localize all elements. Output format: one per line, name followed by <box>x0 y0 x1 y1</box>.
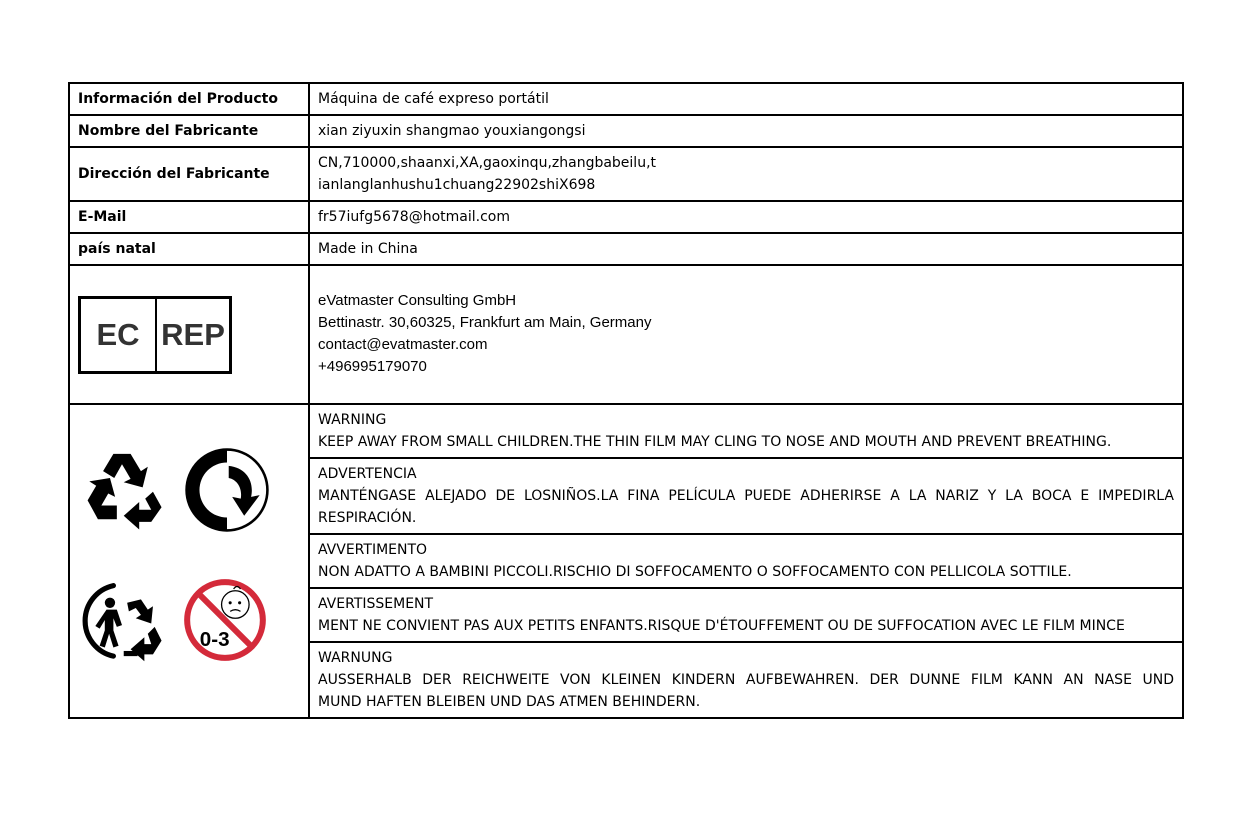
warning-es-body-line1: MANTÉNGASE ALEJADO DE LOSNIÑOS.LA FINA PELÍCULA PUEDE ADHERIRSE A LA NARIZ Y LA BOCA E IMPEDIRLA <box>318 488 1174 504</box>
country-value: Made in China <box>309 233 1183 265</box>
table-row <box>69 233 1183 265</box>
recycle-icon <box>78 447 166 533</box>
warning-en-body: KEEP AWAY FROM SMALL CHILDREN.THE THIN FILM MAY CLING TO NOSE AND MOUTH AND PREVENT BREATHING. <box>318 434 1112 450</box>
table-row <box>69 147 1183 201</box>
table-row <box>69 115 1183 147</box>
ec-rep-left: EC <box>81 299 157 371</box>
warning-de <box>309 642 1183 718</box>
warning-en <box>309 404 1183 458</box>
table-row <box>69 201 1183 233</box>
email-value: fr57iufg5678@hotmail.com <box>309 201 1183 233</box>
ec-rep-phone: +496995179070 <box>318 358 427 375</box>
warning-fr-title: AVERTISSEMENT <box>318 596 434 612</box>
address-line-2: ianlanglanhushu1chuang22902shiX698 <box>318 177 596 193</box>
email-label: E-Mail <box>69 201 309 233</box>
warning-de-title: WARNUNG <box>318 650 393 666</box>
warning-es-title: ADVERTENCIA <box>318 466 417 482</box>
warning-es-body-line2: RESPIRACIÓN. <box>318 510 417 526</box>
manufacturer-address-label: Dirección del Fabricante <box>69 147 309 201</box>
manufacturer-address-value <box>309 147 1183 201</box>
ec-rep-details <box>309 265 1183 404</box>
warning-it <box>309 534 1183 588</box>
table-row <box>69 83 1183 115</box>
manufacturer-name-label: Nombre del Fabricante <box>69 115 309 147</box>
product-info-label: Información del Producto <box>69 83 309 115</box>
warning-it-body: NON ADATTO A BAMBINI PICCOLI.RISCHIO DI SOFFOCAMENTO O SOFFOCAMENTO CON PELLICOLA SOTTILE. <box>318 564 1072 580</box>
warning-it-title: AVVERTIMENTO <box>318 542 428 558</box>
country-label: país natal <box>69 233 309 265</box>
ec-rep-symbol <box>78 296 232 374</box>
ec-rep-address: Bettinastr. 30,60325, Frankfurt am Main, Germany <box>318 314 652 331</box>
green-dot-icon <box>184 447 270 533</box>
symbols-cell <box>69 404 309 718</box>
warning-es <box>309 458 1183 534</box>
address-line-1: CN,710000,shaanxi,XA,gaoxinqu,zhangbabeilu,t <box>318 155 657 171</box>
product-info-table <box>68 82 1184 719</box>
warning-de-body-line2: MUND HAFTEN BLEIBEN UND DAS ATMEN BEHINDERN. <box>318 694 701 710</box>
warning-fr <box>309 588 1183 642</box>
table-row <box>69 265 1183 404</box>
no-children-0-3-icon <box>182 577 268 663</box>
warning-en-title: WARNING <box>318 412 387 428</box>
triman-icon <box>78 577 166 663</box>
age-range-label: 0-3 <box>199 627 230 651</box>
table-row <box>69 404 1183 458</box>
manufacturer-name-value: xian ziyuxin shangmao youxiangongsi <box>309 115 1183 147</box>
symbols-grid <box>70 413 308 709</box>
product-info-value: Máquina de café expreso portátil <box>309 83 1183 115</box>
warning-de-body-line1: AUSSERHALB DER REICHWEITE VON KLEINEN KINDERN AUFBEWAHREN. DER DUNNE FILM KANN AN NASE UND <box>318 672 1174 688</box>
ec-rep-company: eVatmaster Consulting GmbH <box>318 292 517 309</box>
warning-fr-body: MENT NE CONVIENT PAS AUX PETITS ENFANTS.RISQUE D'ÉTOUFFEMENT OU DE SUFFOCATION AVEC LE FILM MINCE <box>318 618 1125 634</box>
ec-rep-email: contact@evatmaster.com <box>318 336 488 353</box>
ec-rep-cell <box>69 265 309 404</box>
ec-rep-right: REP <box>161 316 225 352</box>
